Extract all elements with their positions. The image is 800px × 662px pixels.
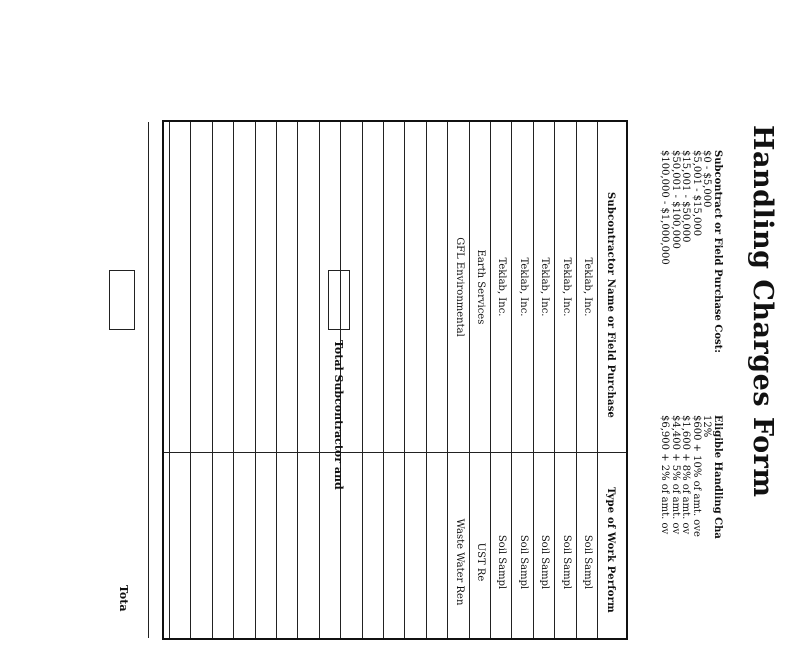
cost-range-header: Subcontract or Field Purchase Cost:	[712, 150, 723, 353]
total-subcontractor-label: Total Subcontractor and	[332, 340, 345, 490]
row-divider	[297, 122, 298, 638]
handling-charge: $4,400 + 5% of amt. ov	[670, 415, 681, 535]
row-divider	[319, 122, 320, 638]
handling-charge: $6,900 + 2% of amt. ov	[659, 415, 671, 535]
subcontractor-name-cell[interactable]: GFL Environmental	[453, 237, 465, 337]
cost-range: $15,001 - $50,000	[680, 150, 692, 243]
handling-charge: $1,600 + 8% of amt. ov	[680, 415, 692, 535]
row-divider	[383, 122, 384, 638]
row-divider	[362, 122, 363, 638]
cost-range: $0 - $5,000	[701, 150, 713, 208]
subcontractor-name-cell[interactable]: Teklab, Inc.	[539, 257, 551, 317]
row-divider	[212, 122, 213, 638]
work-type-cell[interactable]: Waste Water Ren	[453, 518, 465, 606]
work-type-cell[interactable]: Soil Sampl	[560, 534, 572, 590]
work-type-cell[interactable]: Soil Sampl	[539, 534, 551, 590]
subcontractor-name-cell[interactable]: Teklab, Inc.	[582, 257, 593, 317]
row-divider	[255, 122, 256, 638]
form-title: Handling Charges Form	[747, 125, 778, 498]
row-divider	[233, 122, 234, 638]
cost-range-column	[659, 150, 722, 353]
grand-total-box[interactable]	[109, 270, 135, 330]
cost-range: $50,001 - $100,000	[670, 150, 681, 249]
handling-charge-column	[659, 415, 722, 539]
subcontractor-name-cell[interactable]: Teklab, Inc.	[496, 257, 508, 317]
handling-charge-header: Eligible Handling Cha	[712, 415, 723, 539]
col-header-subcontractor: Subcontractor Name or Field Purchase	[605, 192, 616, 419]
grand-total-label: Tota	[117, 585, 130, 612]
col-header-work-type: Type of Work Perform	[605, 487, 616, 613]
row-divider	[447, 122, 448, 638]
subcontractor-name-cell[interactable]: Teklab, Inc.	[560, 257, 572, 317]
work-type-cell[interactable]: UST Re	[475, 542, 486, 582]
subcontractor-name-cell[interactable]: Teklab, Inc.	[517, 257, 529, 317]
row-divider	[469, 122, 470, 638]
row-divider	[404, 122, 405, 638]
row-divider	[276, 122, 277, 638]
row-divider	[169, 122, 170, 638]
cost-range: $5,001 - $15,000	[691, 150, 702, 237]
work-type-cell[interactable]: Soil Sampl	[517, 534, 529, 590]
row-divider	[511, 122, 512, 638]
row-divider	[148, 122, 149, 638]
subcontractor-table	[162, 120, 628, 640]
handling-charge: 12%	[701, 415, 713, 438]
header-divider	[597, 122, 598, 638]
row-divider	[576, 122, 577, 638]
row-divider	[533, 122, 534, 638]
work-type-cell[interactable]: Soil Sampl	[582, 534, 593, 590]
row-divider	[426, 122, 427, 638]
work-type-cell[interactable]: Soil Sampl	[496, 534, 508, 590]
subcontractor-name-cell[interactable]: Earth Services	[475, 249, 486, 325]
cost-range: $100,000 - $1,000,000	[659, 150, 671, 265]
row-divider	[190, 122, 191, 638]
row-divider	[490, 122, 491, 638]
row-divider	[554, 122, 555, 638]
handling-charge: $600 + 10% of amt. ove	[691, 415, 702, 537]
total-subcontractor-box[interactable]	[328, 270, 350, 330]
